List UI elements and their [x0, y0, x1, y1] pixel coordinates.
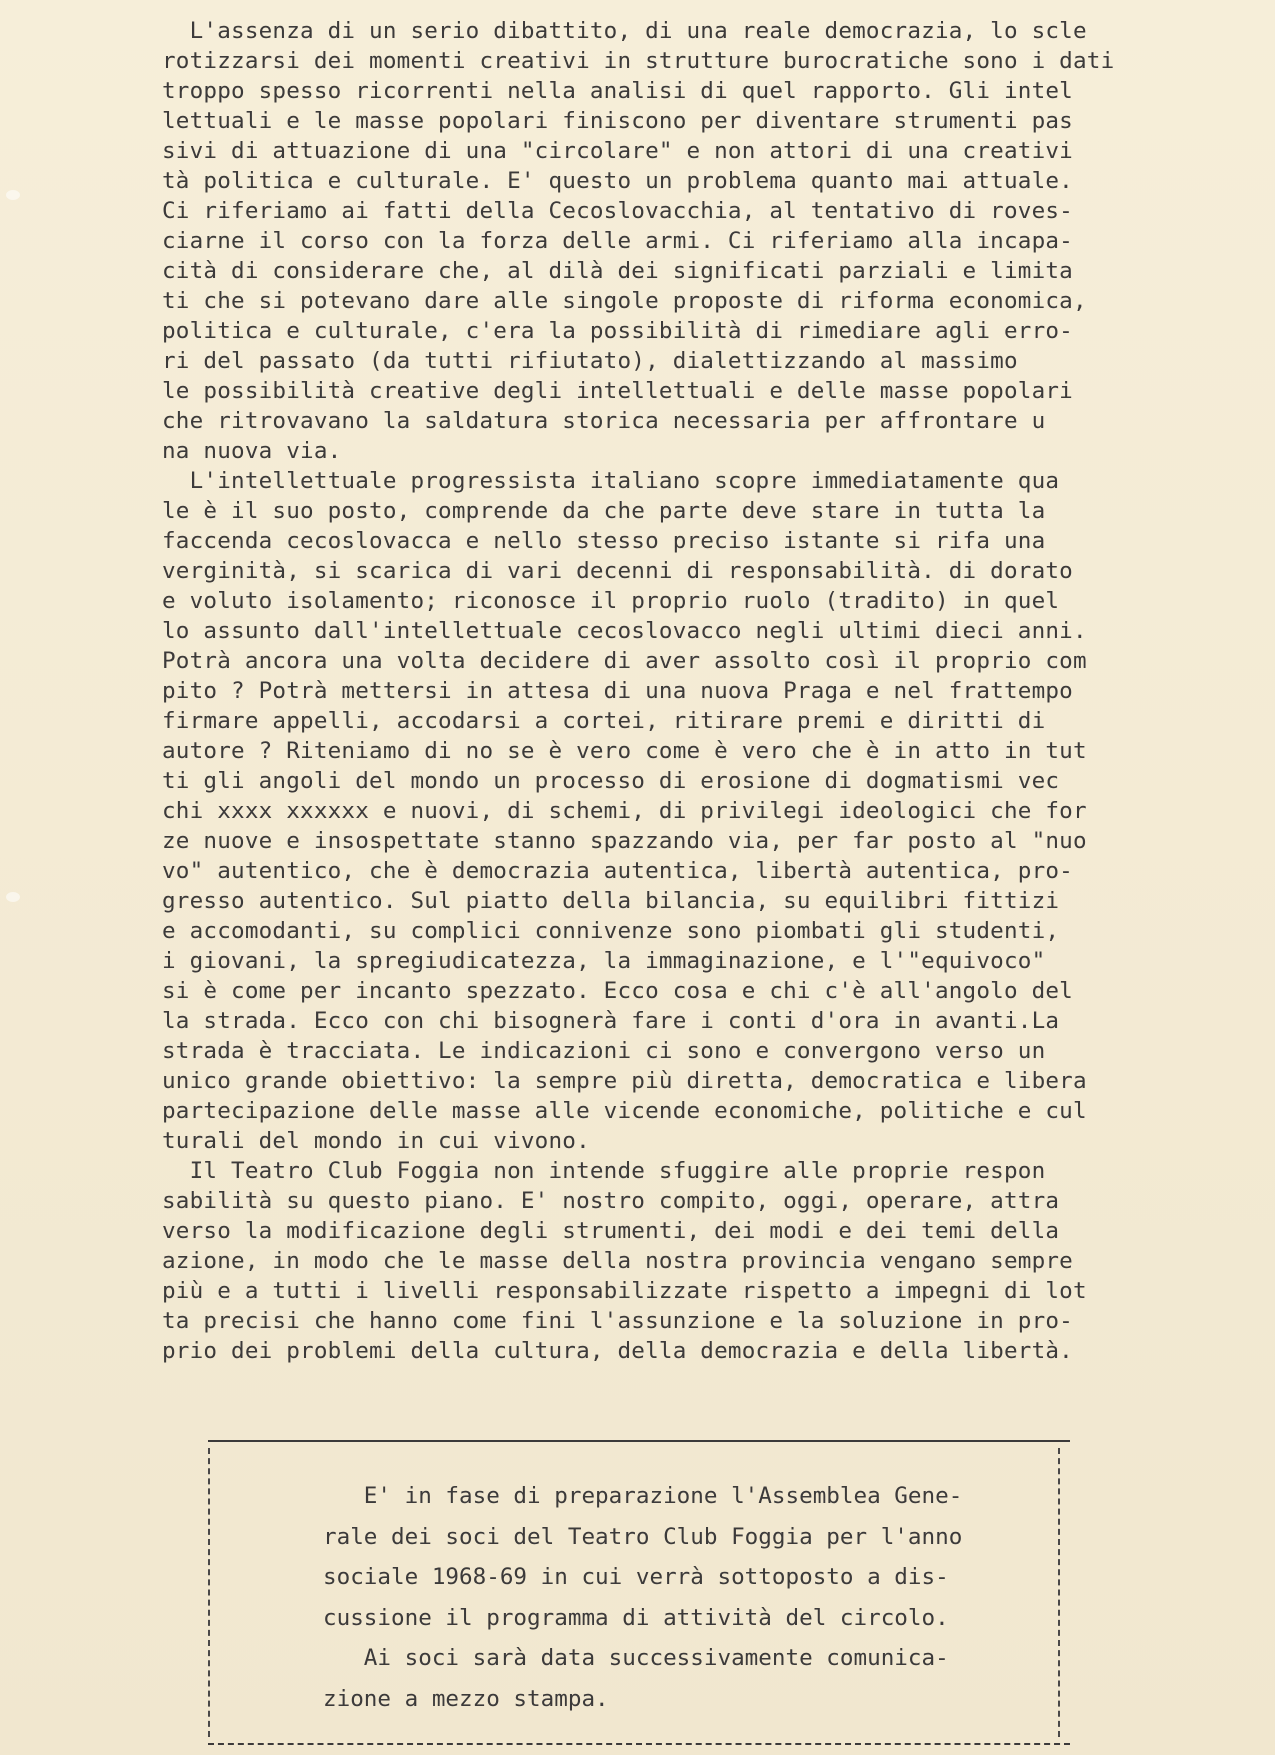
text-line: i giovani, la spregiudicatezza, la immaginazione, e l'"equivoco"	[162, 948, 1046, 974]
text-line: si è come per incanto spezzato. Ecco cosa e chi c'è all'angolo del	[162, 978, 1073, 1004]
text-line: ta precisi che hanno come fini l'assunzione e la soluzione in pro-	[162, 1308, 1073, 1334]
notice-line: E' in fase di preparazione l'Assemblea Gene-	[323, 1483, 963, 1509]
text-line: politica e culturale, c'era la possibilità di rimediare agli erro-	[162, 318, 1073, 344]
notice-right-border	[1058, 1448, 1060, 1737]
notice-bottom-rule	[208, 1743, 1070, 1745]
text-line: le possibilità creative degli intellettuali e delle masse popolari	[162, 378, 1073, 404]
text-line: sivi di attuazione di una "circolare" e non attori di una creativi	[162, 138, 1073, 164]
text-line: faccenda cecoslovacca e nello stesso preciso istante si rifa una	[162, 528, 1046, 554]
text-line: e accomodanti, su complici connivenze sono piombati gli studenti,	[162, 918, 1060, 944]
text-line: tà politica e culturale. E' questo un problema quanto mai attuale.	[162, 168, 1073, 194]
text-line: chi xxxx xxxxxx e nuovi, di schemi, di privilegi ideologici che for	[162, 798, 1087, 824]
body-text	[162, 16, 1242, 1366]
text-line: autore ? Riteniamo di no se è vero come è vero che è in atto in tut	[162, 738, 1087, 764]
notice-top-rule	[208, 1440, 1070, 1442]
text-line: turali del mondo in cui vivono.	[162, 1128, 590, 1154]
text-line: L'intellettuale progressista italiano scopre immediatamente qua	[162, 468, 1060, 494]
text-line: Potrà ancora una volta decidere di aver assolto così il proprio com	[162, 648, 1087, 674]
text-line: che ritrovavano la saldatura storica necessaria per affrontare u	[162, 408, 1046, 434]
text-line: prio dei problemi della cultura, della democrazia e della libertà.	[162, 1338, 1073, 1364]
text-line: gresso autentico. Sul piatto della bilancia, su equilibri fittizi	[162, 888, 1060, 914]
text-line: pito ? Potrà mettersi in attesa di una nuova Praga e nel frattempo	[162, 678, 1073, 704]
notice-line: sociale 1968-69 in cui verrà sottoposto a dis-	[323, 1564, 949, 1591]
notice-line: Ai soci sarà data successivamente comunica-	[323, 1645, 949, 1672]
text-line: sabilità su questo piano. E' nostro compito, oggi, operare, attra	[162, 1188, 1060, 1214]
text-line: troppo spesso ricorrenti nella analisi di quel rapporto. Gli intel	[162, 78, 1073, 104]
text-line: strada è tracciata. Le indicazioni ci sono e convergono verso un	[162, 1038, 1046, 1064]
text-line: ti che si potevano dare alle singole proposte di riforma economica,	[162, 288, 1087, 314]
text-line: L'assenza di un serio dibattito, di una reale democrazia, lo scle	[162, 18, 1087, 44]
notice-line: cussione il programma di attività del circolo.	[323, 1604, 949, 1631]
punch-hole-mark	[6, 892, 20, 902]
notice-box	[208, 1440, 1070, 1745]
text-line: firmare appelli, accodarsi a cortei, ritirare premi e diritti di	[162, 708, 1046, 734]
text-line: ti gli angoli del mondo un processo di erosione di dogmatismi vec	[162, 768, 1060, 794]
text-line: verginità, si scarica di vari decenni di responsabilità. di dorato	[162, 558, 1073, 584]
text-line: le è il suo posto, comprende da che parte deve stare in tutta la	[162, 498, 1046, 524]
text-line: rotizzarsi dei momenti creativi in strutture burocratiche sono i dati	[162, 48, 1115, 74]
text-line: Il Teatro Club Foggia non intende sfuggire alle proprie respon	[162, 1158, 1046, 1184]
text-line: na nuova via.	[162, 438, 342, 464]
text-line: azione, in modo che le masse della nostra provincia vengano sempre	[162, 1248, 1073, 1274]
text-line: lo assunto dall'intellettuale cecoslovacco negli ultimi dieci anni.	[162, 618, 1087, 644]
text-line: unico grande obiettivo: la sempre più diretta, democratica e libera	[162, 1068, 1087, 1094]
text-line: vo" autentico, che è democrazia autentica, libertà autentica, pro-	[162, 858, 1073, 884]
notice-line: zione a mezzo stampa.	[323, 1685, 609, 1712]
text-line: cità di considerare che, al dilà dei significati parziali e limita	[162, 258, 1073, 284]
text-line: Ci riferiamo ai fatti della Cecoslovacchia, al tentativo di roves-	[162, 198, 1073, 224]
text-line: verso la modificazione degli strumenti, dei modi e dei temi della	[162, 1218, 1060, 1244]
notice-text	[323, 1476, 1043, 1720]
text-line: ri del passato (da tutti rifiutato), dialettizzando al massimo	[162, 348, 1018, 374]
text-line: e voluto isolamento; riconosce il proprio ruolo (tradito) in quel	[162, 588, 1060, 614]
text-line: partecipazione delle masse alle vicende economiche, politiche e cul	[162, 1098, 1087, 1124]
text-line: più e a tutti i livelli responsabilizzate rispetto a impegni di lot	[162, 1278, 1087, 1304]
notice-left-border	[208, 1448, 210, 1737]
text-line: la strada. Ecco con chi bisognerà fare i conti d'ora in avanti.La	[162, 1008, 1060, 1034]
text-line: lettuali e le masse popolari finiscono per diventare strumenti pas	[162, 108, 1073, 134]
punch-hole-mark	[6, 190, 20, 200]
text-line: ciarne il corso con la forza delle armi. Ci riferiamo alla incapa-	[162, 228, 1073, 254]
text-line: ze nuove e insospettate stanno spazzando via, per far posto al "nuo	[162, 828, 1087, 854]
notice-line: rale dei soci del Teatro Club Foggia per l'anno	[323, 1523, 963, 1550]
